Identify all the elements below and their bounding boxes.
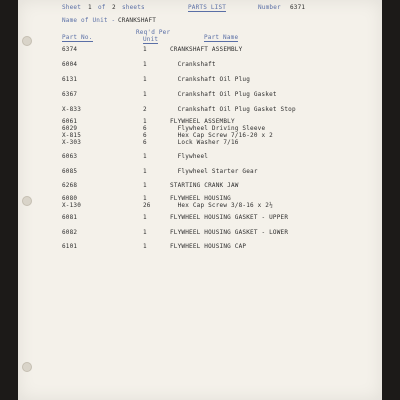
part-number: 6367 <box>62 91 78 98</box>
part-number: 6101 <box>62 243 78 250</box>
sheets-label: sheets <box>122 4 145 11</box>
part-number: 6082 <box>62 229 78 236</box>
parts-list-heading: PARTS LIST <box>188 4 227 11</box>
quantity: 1 <box>143 153 147 160</box>
quantity: 1 <box>143 243 147 250</box>
quantity: 1 <box>143 195 147 202</box>
part-number: 6029 <box>62 125 78 132</box>
quantity: 1 <box>143 182 147 189</box>
part-name: Crankshaft Oil Plug Gasket Stop <box>170 106 296 113</box>
number-label: Number <box>258 4 281 11</box>
part-number: X-303 <box>62 139 82 146</box>
part-name: Hex Cap Screw 3/8-16 x 2½ <box>170 202 273 209</box>
number-value: 6371 <box>290 4 306 11</box>
unit-label: Name of Unit - <box>62 17 116 24</box>
col-part-no: Part No. <box>62 34 93 41</box>
binder-holes <box>22 0 32 400</box>
part-number: X-130 <box>62 202 82 209</box>
part-number: 6080 <box>62 195 78 202</box>
quantity: 1 <box>143 229 147 236</box>
part-name: Hex Cap Screw 7/16-20 x 2 <box>170 132 273 139</box>
col-reqd-line1: Req'd Per <box>136 29 171 36</box>
document-page <box>18 0 382 400</box>
part-number: 6063 <box>62 153 78 160</box>
unit-value: CRANKSHAFT <box>118 17 157 24</box>
part-name: Flywheel <box>170 153 209 160</box>
quantity: 6 <box>143 132 147 139</box>
part-name: CRANKSHAFT ASSEMBLY <box>170 46 243 53</box>
quantity: 1 <box>143 46 147 53</box>
part-number: 6268 <box>62 182 78 189</box>
punch-hole <box>22 196 32 206</box>
quantity: 1 <box>143 76 147 83</box>
part-number: 6004 <box>62 61 78 68</box>
quantity: 1 <box>143 214 147 221</box>
col-reqd-line2: Unit <box>143 36 159 43</box>
quantity: 2 <box>143 106 147 113</box>
punch-hole <box>22 362 32 372</box>
part-name: Crankshaft Oil Plug Gasket <box>170 91 277 98</box>
part-number: 6081 <box>62 214 78 221</box>
part-number: 6085 <box>62 168 78 175</box>
part-name: STARTING CRANK JAW <box>170 182 239 189</box>
part-name: Lock Washer 7/16 <box>170 139 239 146</box>
of-label: of <box>98 4 106 11</box>
part-name: FLYWHEEL HOUSING GASKET - UPPER <box>170 214 289 221</box>
part-number: 6374 <box>62 46 78 53</box>
part-number: 6131 <box>62 76 78 83</box>
part-name: Crankshaft <box>170 61 216 68</box>
part-name: FLYWHEEL HOUSING GASKET - LOWER <box>170 229 289 236</box>
punch-hole <box>22 36 32 46</box>
part-number: X-833 <box>62 106 82 113</box>
of-number: 2 <box>112 4 116 11</box>
part-number: 6061 <box>62 118 78 125</box>
part-name: FLYWHEEL HOUSING <box>170 195 231 202</box>
quantity: 1 <box>143 91 147 98</box>
part-name: Crankshaft Oil Plug <box>170 76 251 83</box>
part-name: FLYWHEEL HOUSING CAP <box>170 243 247 250</box>
part-name: FLYWHEEL ASSEMBLY <box>170 118 235 125</box>
quantity: 6 <box>143 139 147 146</box>
part-name: Flywheel Starter Gear <box>170 168 258 175</box>
sheet-number: 1 <box>88 4 92 11</box>
col-part-name: Part Name <box>204 34 239 41</box>
part-number: X-815 <box>62 132 82 139</box>
part-name: Flywheel Driving Sleeve <box>170 125 266 132</box>
quantity: 1 <box>143 61 147 68</box>
quantity: 26 <box>143 202 151 209</box>
quantity: 1 <box>143 168 147 175</box>
quantity: 6 <box>143 125 147 132</box>
quantity: 1 <box>143 118 147 125</box>
sheet-label: Sheet <box>62 4 82 11</box>
